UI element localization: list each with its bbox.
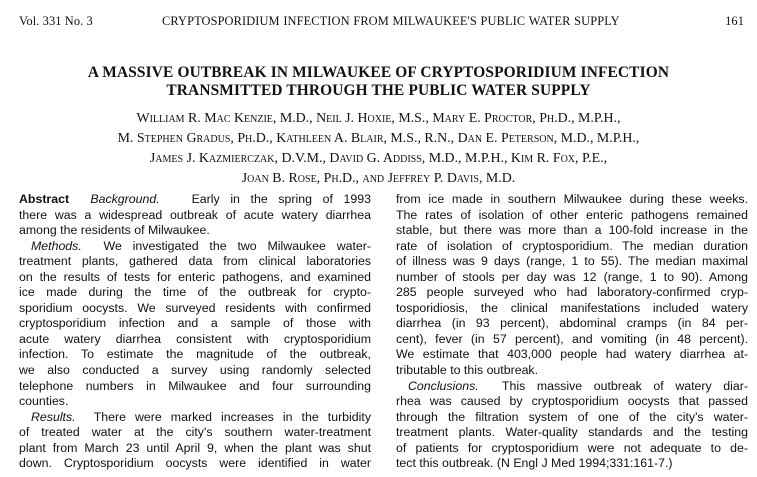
abstract-line: rhea was caused by cryptosporidium oocysts that passed — [396, 394, 748, 409]
abstract-line: there was a widespread outbreak of acute watery diarrhea — [19, 207, 371, 222]
abstract-line: tect this outbreak. (N Engl J Med 1994;331:161-7.) — [396, 456, 673, 471]
abstract-line: The rates of isolation of other enteric pathogens remained — [396, 207, 748, 222]
abstract-line: treatment plants. Water-quality standards and the testing — [396, 425, 748, 440]
abstract-line: we also conducted a survey using randomly selected — [19, 363, 371, 378]
background-label: Background. — [90, 192, 160, 206]
abstract-text: We investigated the two Milwaukee water- — [103, 238, 371, 253]
abstract-line — [19, 410, 371, 426]
abstract-line: among the residents of Milwaukee. — [19, 223, 210, 238]
abstract-line: tosporidiosis, the clinical manifestations included watery — [396, 300, 748, 315]
abstract-line: sporidium oocysts. We surveyed residents with confirmed — [19, 300, 371, 315]
running-title: CRYPTOSPORIDIUM INFECTION FROM MILWAUKEE'S PUBLIC WATER SUPPLY — [162, 14, 620, 28]
volume-issue: Vol. 331 No. 3 — [19, 14, 93, 28]
article-title — [0, 64, 757, 100]
abstract-line: stable, but there was more than a 100-fold increase in the — [396, 223, 748, 238]
abstract-line — [396, 379, 748, 395]
results-label: Results. — [31, 409, 76, 424]
title-line: A MASSIVE OUTBREAK IN MILWAUKEE OF CRYPTOSPORIDIUM INFECTION — [87, 64, 670, 81]
abstract-line: of illness was 9 days (range, 1 to 55). The median maximal — [396, 254, 748, 269]
abstract-line: We estimate that 403,000 people had watery diarrhea at- — [396, 347, 748, 362]
abstract-line: cryptosporidium infection and a sample of those with — [19, 316, 371, 331]
abstract-line: on the results of tests for enteric pathogens, and examined — [19, 269, 371, 284]
abstract-line: plant from March 23 until April 9, when the plant was shut — [19, 440, 371, 455]
abstract-line: telephone numbers in Milwaukee and four surrounding — [19, 378, 371, 393]
abstract-line: diarrhea (in 93 percent), abdominal cramps (in 84 per- — [396, 316, 748, 331]
abstract-text: There were marked increases in the turbidity — [93, 409, 371, 424]
abstract-line — [19, 192, 371, 208]
abstract-line — [19, 239, 371, 255]
abstract-line: cent), fever (in 57 percent), and vomiting (in 48 percent). — [396, 331, 748, 346]
abstract-line: infection. To estimate the magnitude of the outbreak, — [19, 347, 371, 362]
methods-label: Methods. — [31, 238, 82, 253]
title-line: TRANSMITTED THROUGH THE PUBLIC WATER SUPPLY — [166, 82, 591, 99]
abstract-line: treatment plants, gathered data from clinical laboratories — [19, 254, 371, 269]
abstract-column-right — [396, 192, 748, 472]
abstract-line: of patients for cryptosporidium were not adequate to de- — [396, 440, 748, 455]
abstract-label: Abstract — [19, 192, 70, 206]
abstract-text: This massive outbreak of watery diar- — [501, 378, 749, 393]
author-line: James J. Kazmierczak, D.V.M., David G. Addiss, M.D., M.P.H., Kim R. Fox, P.E., — [149, 151, 608, 166]
author-list — [0, 109, 757, 189]
author-line: Joan B. Rose, Ph.D., and Jeffrey P. Davis, M.D. — [241, 171, 516, 186]
abstract-column-left — [19, 192, 371, 472]
abstract-line: from ice made in southern Milwaukee during these weeks. — [396, 192, 748, 206]
abstract-line: 285 people surveyed who had laboratory-confirmed cryp- — [396, 285, 748, 300]
page-number: 161 — [725, 14, 744, 28]
abstract-line: rate of isolation of cryptosporidium. The median duration — [396, 238, 748, 253]
abstract-text: Early in the spring of 1993 — [191, 192, 371, 206]
abstract-line: tributable to this outbreak. — [396, 363, 539, 378]
abstract-line: ice made during the time of the outbreak for crypto- — [19, 285, 371, 300]
abstract-line: of treated water at the city's southern water-treatment — [19, 425, 371, 440]
running-head — [0, 14, 757, 30]
abstract-line: down. Cryptosporidium oocysts were identified in water — [19, 456, 371, 471]
abstract-line: through the filtration system of one of the city's water- — [396, 409, 748, 424]
abstract-line: number of stools per day was 12 (range, 1 to 90). Among — [396, 269, 748, 284]
author-line: M. Stephen Gradus, Ph.D., Kathleen A. Blair, M.S., R.N., Dan E. Peterson, M.D., M.P.H., — [117, 131, 640, 146]
abstract-line: acute watery diarrhea consistent with cryptosporidium — [19, 331, 371, 346]
conclusions-label: Conclusions. — [408, 378, 479, 393]
author-line: William R. Mac Kenzie, M.D., Neil J. Hoxie, M.S., Mary E. Proctor, Ph.D., M.P.H., — [136, 111, 621, 126]
abstract-line: counties. — [19, 394, 69, 409]
